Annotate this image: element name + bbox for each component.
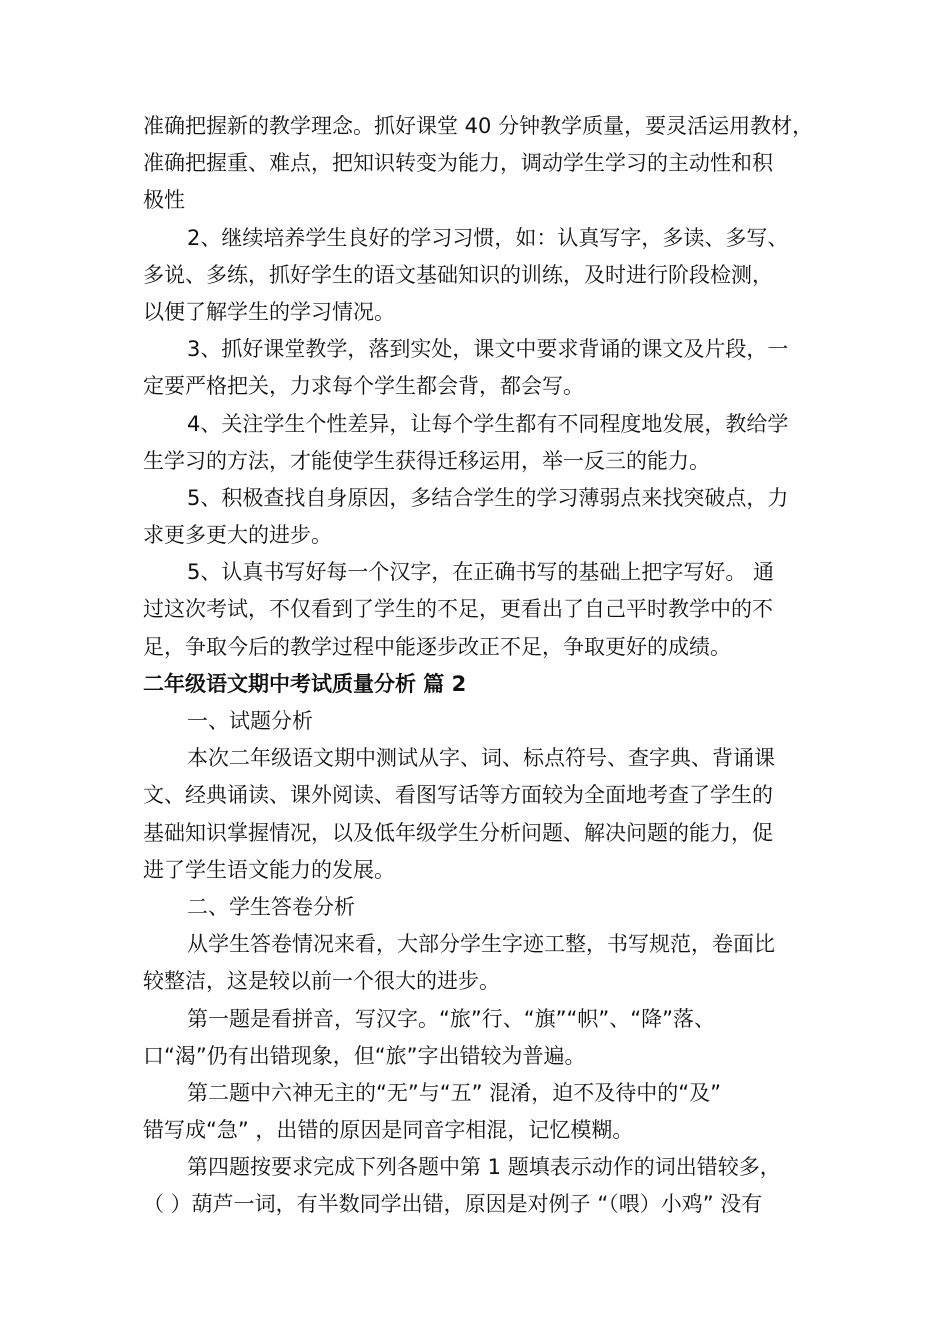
text-line: 基础知识掌握情况，以及低年级学生分析问题、解决问题的能力，促	[143, 820, 773, 845]
text-line: 错写成“急” ，出错的原因是同音字相混，记忆模糊。	[143, 1118, 634, 1143]
text-line: 较整洁，这是较以前一个很大的进步。	[143, 969, 500, 994]
text-line: 第四题按要求完成下列各题中第 1 题填表示动作的词出错较多，	[187, 1155, 781, 1180]
text-line: 2、继续培养学生良好的学习习惯，如：认真写字，多读、多写、	[187, 225, 789, 250]
text-line: 口“渴”仍有出错现象，但“旅”字出错较为普遍。	[143, 1043, 586, 1068]
text-line: 足，争取今后的教学过程中能逐步改正不足，争取更好的成绩。	[143, 634, 731, 659]
text-line: 准确把握新的教学理念。抓好课堂 40 分钟教学质量，要灵活运用教材，	[143, 114, 814, 138]
text-line: 定要严格把关，力求每个学生都会背，都会写。	[143, 374, 584, 399]
section-heading: 二年级语文期中考试质量分析 篇 2	[143, 671, 467, 696]
text-line: 以便了解学生的学习情况。	[143, 299, 395, 324]
text-line: （ ）葫芦一词，有半数同学出错，原因是对例子 “（喂）小鸡” 没有	[143, 1192, 763, 1217]
text-line: 第二题中六神无主的“无”与“五” 混淆，迫不及待中的“及”	[187, 1080, 721, 1105]
text-line: 求更多更大的进步。	[143, 523, 332, 548]
text-line: 4、关注学生个性差异，让每个学生都有不同程度地发展，教给学	[187, 411, 789, 436]
text-line: 过这次考试，不仅看到了学生的不足，更看出了自己平时教学中的不	[143, 597, 773, 622]
text-line: 生学习的方法，才能使学生获得迁移运用，举一反三的能力。	[143, 448, 710, 473]
text-line: 从学生答卷情况来看，大部分学生字迹工整，书写规范，卷面比	[187, 932, 775, 957]
text-line: 第一题是看拼音，写汉字。“旅”行、“旗”“帜”、“降”落、	[187, 1006, 716, 1031]
text-line: 5、积极查找自身原因，多结合学生的学习薄弱点来找突破点，力	[187, 485, 789, 510]
text-line: 进了学生语文能力的发展。	[143, 857, 395, 882]
text-line: 二、学生答卷分析	[187, 894, 355, 919]
text-line: 3、抓好课堂教学，落到实处，课文中要求背诵的课文及片段，一	[187, 337, 789, 362]
text-line: 准确把握重、难点，把知识转变为能力，调动学生学习的主动性和积	[143, 151, 773, 176]
text-line: 文、经典诵读、课外阅读、看图写话等方面较为全面地考查了学生的	[143, 783, 773, 808]
text-line: 5、认真书写好每一个汉字，在正确书写的基础上把字写好。 通	[187, 560, 775, 585]
text-line: 一、试题分析	[187, 709, 313, 733]
document-page	[143, 108, 823, 1224]
text-line: 极性	[143, 188, 185, 213]
text-line: 本次二年级语文期中测试从字、词、标点符号、查字典、背诵课	[187, 746, 775, 771]
text-line: 多说、多练，抓好学生的语文基础知识的训练，及时进行阶段检测，	[143, 262, 773, 287]
